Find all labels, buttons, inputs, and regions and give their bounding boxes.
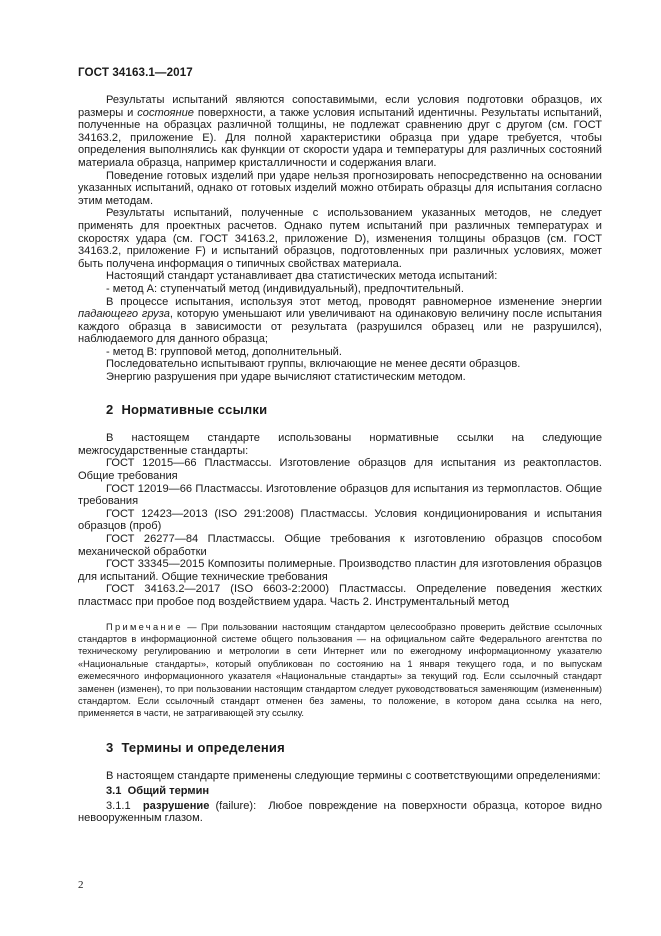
note-text: — При пользовании настоящим стандартом целесообразно проверить действие ссылочных стандартов в информационной системе общего пользования — на официальном сайте Федерального агентства по техническому регулированию и метрологии в сети Интернет или по ежегодному информационному указателю «Национальные стандарты», который опубликован по состоянию на 1 января текущего года, и по выпускам ежемесячного информационного указателя «Национальные стандарты» за текущий год. Если ссылочный стандарт заменен (изменен), то при пользовании настоящим стандартом следует руководствоваться заменяющим (измененным) стандартом. Если ссылочный стандарт отменен без замены, то положение, в котором дана ссылка на него, применяется в части, не затрагивающей эту ссылку. [78,621,602,719]
reference-item: ГОСТ 12015—66 Пластмассы. Изготовление образцов для испытания из реактопластов. Общие требования [78,457,602,483]
note-label: Примечание [106,621,183,632]
term-definition: 3.1.1 разрушение (failure): Любое повреждение на поверхности образца, которое видно невооруженным глазом. [78,799,602,825]
section-intro: В настоящем стандарте применены следующие термины с соответствующими определениями: [106,770,601,783]
paragraph: В процессе испытания, используя этот метод, проводят равномерное изменение энергии падающего груза, которую уменьшают или увеличивают на одинаковую величину после испытания каждого образца в зависимости от результата (разрушился образец или не разрушился), наблюдаемого для данного образца; [78,295,602,346]
paragraph: Настоящий стандарт устанавливает два статистических метода испытаний: [106,270,498,283]
subsection-heading: 3.1 Общий термин [106,785,210,797]
note [78,621,602,720]
method-a-item: - метод А: ступенчатый метод (индивидуальный), предпочтительный. [106,282,464,295]
section-intro: В настоящем стандарте использованы нормативные ссылки на следующие межгосударственные стандарты: [78,432,602,457]
paragraph: Поведение готовых изделий при ударе нельзя прогнозировать непосредственно на основании указанных испытаний, однако от готовых изделий можно отбирать образцы для испытания согласно этим методам. [78,169,602,207]
section-heading-3: 3 Термины и определения [106,739,285,755]
body-text [78,94,602,825]
reference-item: ГОСТ 12423—2013 (ISO 291:2008) Пластмассы. Условия кондиционирования и испытания образцов (проб) [78,507,602,533]
reference-item: ГОСТ 26277—84 Пластмассы. Общие требования к изготовлению образцов способом механической обработки [78,533,602,558]
reference-item: ГОСТ 12019—66 Пластмассы. Изготовление образцов для испытания из термопластов. Общие требования [78,482,602,508]
page-number: 2 [78,879,84,891]
section-heading-2: 2 Нормативные ссылки [106,401,268,417]
document-header: ГОСТ 34163.1—2017 [78,66,193,79]
paragraph: Результаты испытаний, полученные с использованием указанных методов, не следует применять для проектных расчетов. Однако путем испытаний при различных температурах и скоростях удара (см. ГОСТ 34163.2, приложение D), изменения толщины образцов (см. ГОСТ 34163.2, приложение F) и испытаний образцов, подготовленных при различных условиях, может быть получена информация о типичных свойствах материала. [78,207,602,270]
method-b-item: - метод В: групповой метод, дополнительный. [106,345,342,358]
paragraph: Последовательно испытывают группы, включающие не менее десяти образцов. [106,358,521,371]
term: разрушение [142,799,210,812]
paragraph: Энергию разрушения при ударе вычисляют статистическим методом. [106,371,466,384]
reference-item: ГОСТ 33345—2015 Композиты полимерные. Производство пластин для изготовления образцов для испытаний. Общие технические требования [78,558,602,583]
paragraph: Результаты испытаний являются сопоставимыми, если условия подготовки образцов, их размеры и состояние поверхности, а также условия испытаний идентичны. Результаты испытаний, полученные на образцах различной толщины, не подлежат сравнению друг с другом (см. ГОСТ 34163.2, приложение Е). Для полной характеристики образца при ударе требуется, чтобы определения выполнялись как функции от скорости удара и температуры для различных состояний материала образца, например кристалличности и содержания влаги. [78,94,602,169]
reference-item: ГОСТ 34163.2—2017 (ISO 6603-2:2000) Пластмассы. Определение поведения жестких пластмасс при пробое под воздействием удара. Часть 2. Инструментальный метод [78,583,602,608]
